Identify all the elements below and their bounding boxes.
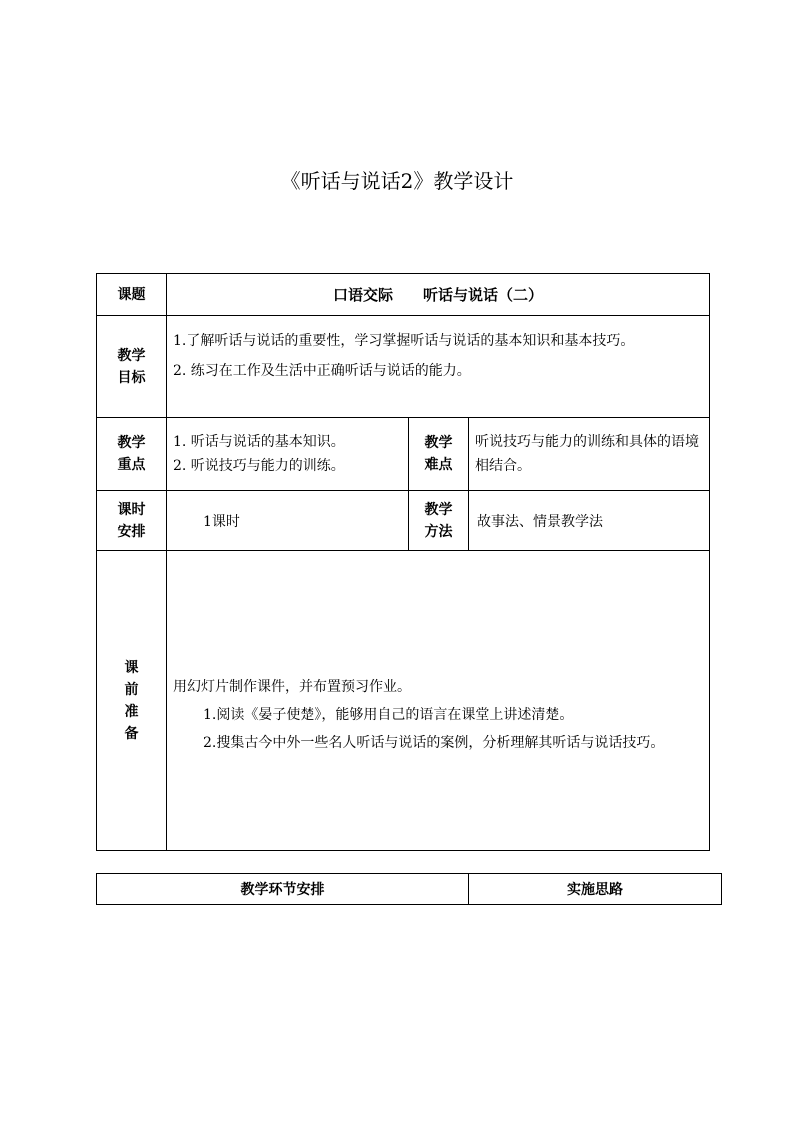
method-value: 故事法、情景教学法 <box>469 491 710 551</box>
prep-item: 1.阅读《晏子使楚》，能够用自己的语言在课堂上讲述清楚。 <box>203 706 574 723</box>
prep-item: 2.搜集古今中外一些名人听话与说话的案例，分析理解其听话与说话技巧。 <box>203 734 665 751</box>
prep-content <box>167 551 710 851</box>
method-label: 教学 方法 <box>409 491 469 551</box>
goals-content <box>167 316 710 418</box>
key-row <box>97 418 710 491</box>
goals-row <box>97 316 710 418</box>
goal-item: 2. 练习在工作及生活中正确听话与说话的能力。 <box>173 363 471 379</box>
prep-row <box>97 551 710 851</box>
schedule-row <box>97 491 710 551</box>
goals-label: 教学 目标 <box>97 316 167 418</box>
topic-row <box>97 274 710 316</box>
difficulty-value: 听说技巧与能力的训练和具体的语境相结合。 <box>469 418 710 491</box>
topic-name: 听话与说话（二） <box>423 286 544 304</box>
goal-item: 1.了解听话与说话的重要性，学习掌握听话与说话的基本知识和基本技巧。 <box>173 333 635 349</box>
key-points <box>167 418 409 491</box>
key-label: 教学 重点 <box>97 418 167 491</box>
page-title: 《听话与说话2》教学设计 <box>280 169 514 193</box>
prep-label: 课 前 准 备 <box>97 551 167 851</box>
topic-label: 课题 <box>97 274 167 316</box>
activity-header-row <box>97 874 722 905</box>
topic-category: 口语交际 <box>332 286 393 304</box>
key-point-item: 2. 听说技巧与能力的训练。 <box>173 458 345 474</box>
schedule-label: 课时 安排 <box>97 491 167 551</box>
lesson-plan-table <box>96 273 710 851</box>
schedule-value: 1课时 <box>167 491 409 551</box>
prep-intro: 用幻灯片制作课件，并布置预习作业。 <box>173 678 411 695</box>
activity-table <box>96 873 722 905</box>
difficulty-label: 教学 难点 <box>409 418 469 491</box>
activity-header-arrangement: 教学环节安排 <box>97 874 469 905</box>
topic-value <box>167 274 710 316</box>
key-point-item: 1. 听话与说话的基本知识。 <box>173 434 345 450</box>
activity-header-approach: 实施思路 <box>469 874 722 905</box>
